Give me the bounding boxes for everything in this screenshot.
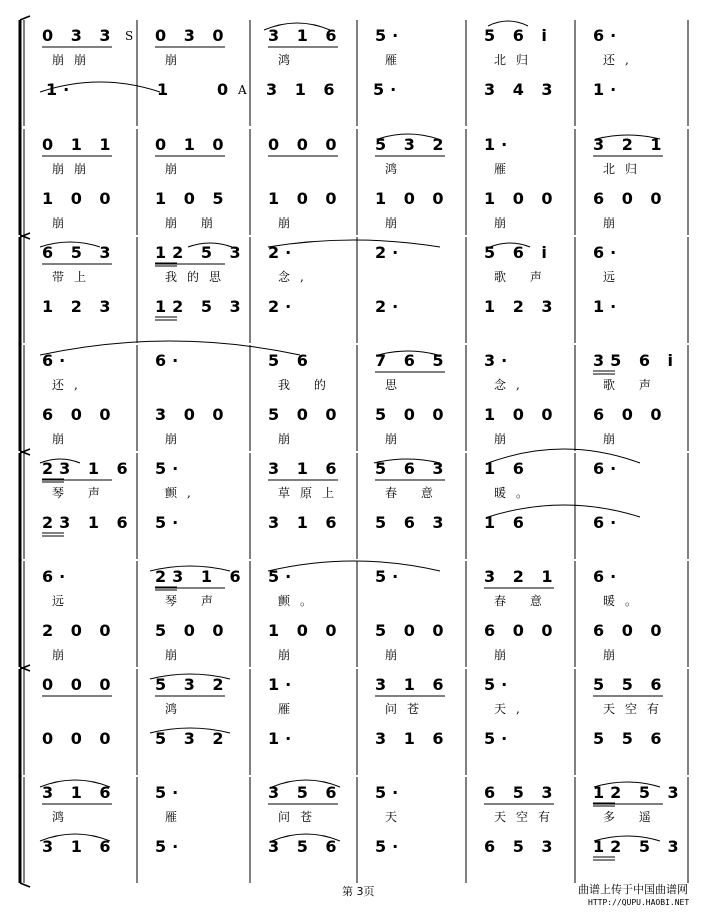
lyric-text: 北归 [603,162,648,176]
lyric-text: 崩 [494,216,517,230]
note-group: 5 3 2 [375,135,450,154]
note-group: 1 6 [484,513,530,532]
lyric-text: 带上 [52,270,97,284]
lyric-text: 崩 [385,216,408,230]
note-group: 5 3 2 [155,729,230,748]
lyric-text: 崩 [52,648,75,662]
lyric-text: 雁 [385,53,408,67]
note-group: 0 3 3 [42,26,117,45]
lyric-text: 问苍 [385,702,430,716]
note-group: 5 0 0 [155,621,230,640]
note-group: 0 [217,80,235,99]
note-group: 5· [155,783,185,802]
note-group: 0 0 0 [42,675,117,694]
note-group: 3 2 1 [593,135,668,154]
note-group: 12 5 3 [593,783,685,802]
part-marker: A [238,83,247,97]
note-group: 6 0 0 [484,621,559,640]
note-group: 12 5 3 [593,837,685,856]
note-group: 1 0 0 [42,189,117,208]
lyric-text: 雁 [494,162,517,176]
note-group: 5· [268,567,298,586]
note-group: 5 6 [268,351,314,370]
note-group: 1· [268,729,298,748]
note-group: 5· [155,513,185,532]
lyric-text: 颤, [165,486,201,500]
lyric-text: 崩 [278,432,301,446]
page-number: 第 3页 [342,885,375,898]
note-group: 6 5 3 [42,243,117,262]
lyric-text: 崩 [494,432,517,446]
note-group: 6 5 3 [484,783,559,802]
note-group: 5 5 6 [593,729,668,748]
lyric-text: 天 [385,810,408,824]
lyric-text: 崩崩 [52,53,97,67]
note-group: 3 1 6 [42,837,117,856]
note-group: 0 3 0 [155,26,230,45]
note-group: 3 0 0 [155,405,230,424]
lyric-text: 北归 [494,53,539,67]
note-group: 6 0 0 [593,189,668,208]
note-group: 1 0 0 [375,189,450,208]
lyric-text: 暖。 [494,486,539,500]
lyric-text: 崩 [385,432,408,446]
note-group: 1 [157,80,175,99]
lyric-text: 鸿 [165,702,188,716]
lyric-text: 歌 声 [494,270,552,284]
lyric-text: 我的思 [165,270,232,284]
note-group: 23 1 6 [155,567,247,586]
lyric-text: 草原上 [278,486,345,500]
lyric-text: 崩 [385,648,408,662]
note-group: 3 1 6 [375,675,450,694]
lyric-text: 琴 声 [165,594,223,608]
note-group: 5· [484,675,514,694]
note-group: 1· [593,80,623,99]
note-group: 1· [593,297,623,316]
lyric-text: 春 意 [385,486,443,500]
note-group: 6· [593,243,623,262]
note-group: 3 1 6 [268,459,343,478]
lyric-text: 春 意 [494,594,552,608]
note-group: 3 5 6 [268,783,343,802]
note-group: 3 5 6 [268,837,343,856]
lyric-text: 崩 [165,432,188,446]
note-group: 1 2 3 [484,297,559,316]
note-group: 3 2 1 [484,567,559,586]
lyric-text: 我 的 [278,378,336,392]
lyric-text: 崩 [494,648,517,662]
note-group: 6 0 0 [42,405,117,424]
lyric-text: 崩崩 [52,162,97,176]
lyric-text: 崩 [603,432,626,446]
lyric-text: 多 遥 [603,810,661,824]
note-group: 1 0 0 [268,189,343,208]
watermark-url: HTTP://QUPU.HAOBI.NET [588,898,690,907]
note-group: 5 6 3 [375,459,450,478]
lyric-text: 颤。 [278,594,323,608]
note-group: 5 0 0 [268,405,343,424]
note-group: 2· [375,243,405,262]
lyric-text: 崩 [278,648,301,662]
note-group: 5· [375,567,405,586]
note-group: 5 6 i [484,243,553,262]
note-group: 6 0 0 [593,621,668,640]
note-group: 6· [593,513,623,532]
lyric-text: 思 [385,378,408,392]
note-group: 23 1 6 [42,459,134,478]
note-group: 2 0 0 [42,621,117,640]
note-group: 1 0 5 [155,189,230,208]
lyric-text: 雁 [165,810,188,824]
system-bracket-cap [20,16,30,20]
lyric-text: 鸿 [385,162,408,176]
lyric-text: 崩 [603,216,626,230]
note-group: 6· [155,351,185,370]
lyric-text: 崩 [278,216,301,230]
lyric-text: 还, [603,53,639,67]
lyric-text: 崩 [52,216,75,230]
note-group: 0 1 1 [42,135,117,154]
note-group: 1 0 0 [484,405,559,424]
note-group: 5· [484,729,514,748]
note-group: 3 4 3 [484,80,559,99]
lyric-text: 雁 [278,702,301,716]
note-group: 1· [46,80,76,99]
lyric-text: 问苍 [278,810,323,824]
lyric-text: 鸿 [52,810,75,824]
note-group: 1 0 0 [484,189,559,208]
note-group: 6 0 0 [593,405,668,424]
part-marker: S [125,29,134,43]
note-group: 6· [593,26,623,45]
note-group: 5 3 2 [155,675,230,694]
note-group: 5 6 i [484,26,553,45]
note-group: 7 6 5 [375,351,450,370]
note-group: 3 1 6 [268,513,343,532]
lyric-text: 远 [603,270,626,284]
note-group: 6· [593,459,623,478]
note-group: 6· [593,567,623,586]
note-group: 5 0 0 [375,621,450,640]
note-group: 5· [373,80,403,99]
note-group: 6· [42,567,72,586]
note-group: 12 5 3 [155,297,247,316]
note-group: 5 6 3 [375,513,450,532]
note-group: 0 0 0 [268,135,343,154]
note-group: 2· [268,243,298,262]
note-group: 3 1 6 [375,729,450,748]
note-group: 12 5 3 [155,243,247,262]
note-group: 6· [42,351,72,370]
note-group: 3 1 6 [42,783,117,802]
note-group: 3· [484,351,514,370]
note-group: 3 1 6 [266,80,341,99]
lyric-text: 崩 [165,53,188,67]
lyric-text: 念, [494,378,530,392]
note-group: 1 2 3 [42,297,117,316]
watermark-text: 曲谱上传于中国曲谱网 [578,883,688,896]
note-group: 1 6 [484,459,530,478]
note-group: 5 5 6 [593,675,668,694]
note-group: 6 5 3 [484,837,559,856]
note-group: 3 1 6 [268,26,343,45]
note-group: 1· [268,675,298,694]
lyric-text: 天空有 [603,702,670,716]
lyric-text: 远 [52,594,75,608]
lyric-text: 天空有 [494,810,561,824]
note-group: 35 6 i [593,351,680,370]
note-group: 0 0 0 [42,729,117,748]
note-group: 1· [484,135,514,154]
lyric-text: 念, [278,270,314,284]
note-group: 5· [375,837,405,856]
lyric-text: 琴 声 [52,486,110,500]
lyric-text: 崩 [165,648,188,662]
note-group: 5 0 0 [375,405,450,424]
lyric-text: 鸿 [278,53,301,67]
lyric-text: 崩 [603,648,626,662]
note-group: 5· [155,459,185,478]
lyric-text: 崩 [52,432,75,446]
lyric-text: 天, [494,702,530,716]
note-group: 1 0 0 [268,621,343,640]
note-group: 2· [375,297,405,316]
note-group: 23 1 6 [42,513,134,532]
note-group: 2· [268,297,298,316]
lyric-text: 暖。 [603,594,648,608]
system-bracket-cap [20,883,30,887]
note-group: 0 1 0 [155,135,230,154]
lyric-text: 歌 声 [603,378,661,392]
note-group: 5· [155,837,185,856]
note-group: 5· [375,783,405,802]
note-group: 5· [375,26,405,45]
lyric-text: 崩 崩 [165,216,223,230]
lyric-text: 崩 [165,162,188,176]
lyric-text: 还, [52,378,88,392]
